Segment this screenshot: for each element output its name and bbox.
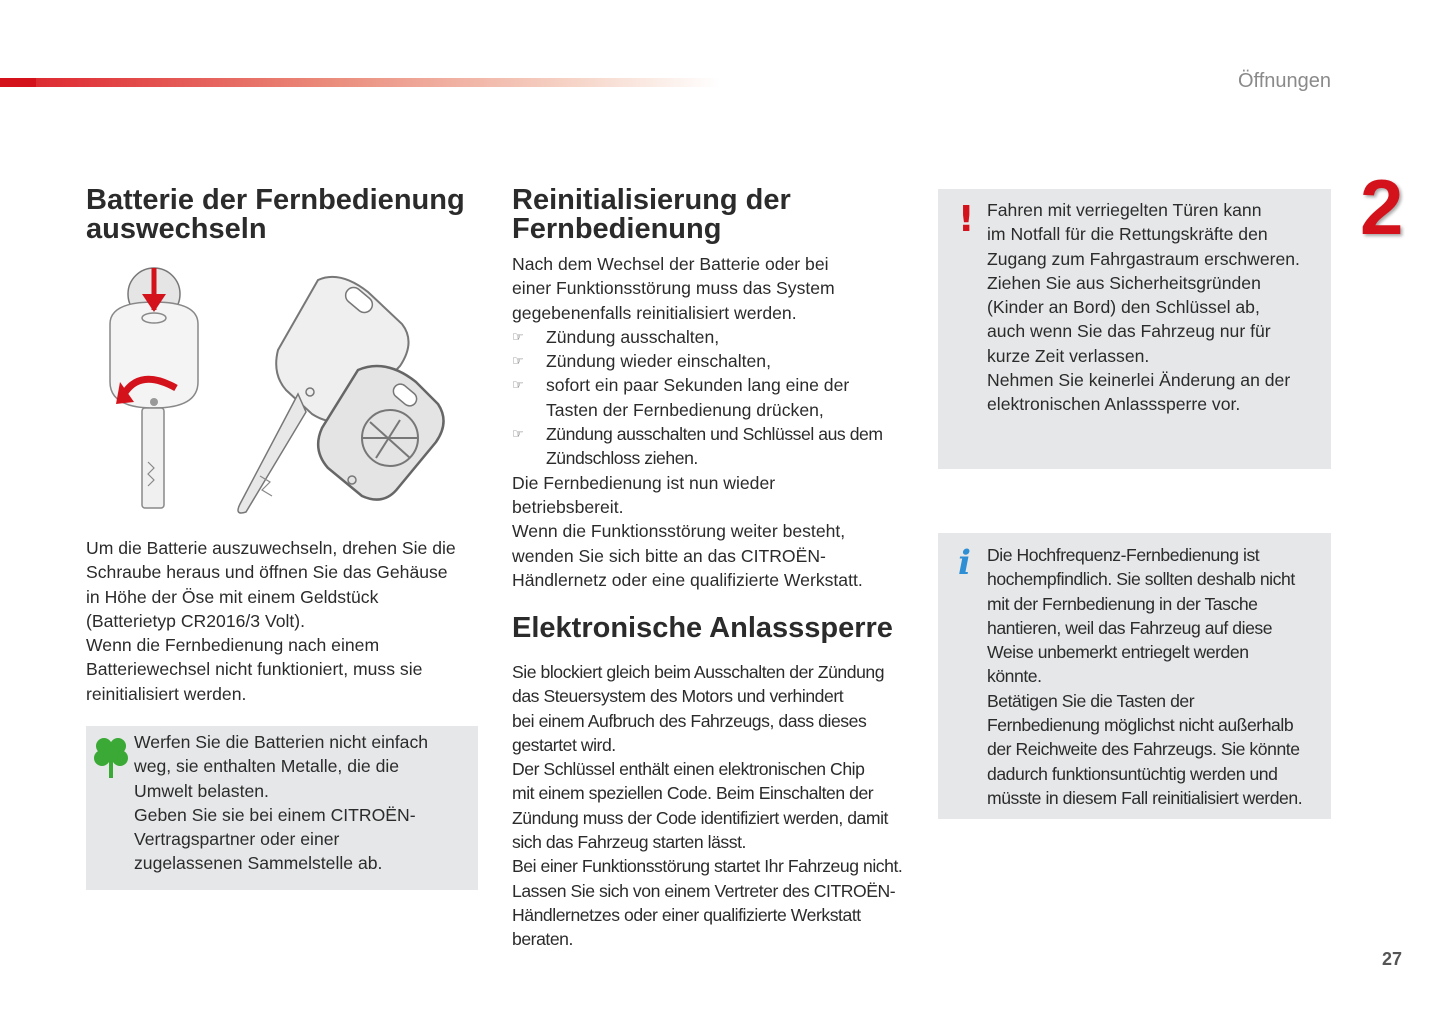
battery-body-line: reinitialisiert werden. (86, 683, 247, 704)
pointing-hand-icon: ☞ (512, 328, 524, 344)
chapter-number: 2 (1360, 163, 1404, 251)
reinit-intro-line: gegebenenfalls reinitialisiert werden. (512, 302, 797, 323)
battery-heading-line2: auswechseln (86, 213, 267, 245)
reinit-step-text: Tasten der Fernbedienung drücken, (546, 399, 824, 420)
warning-line: Zugang zum Fahrgastraum erschweren. (987, 248, 1300, 269)
immobiliser-line: gestartet wird. (512, 734, 616, 755)
info-line: Fernbedienung möglichst nicht außerhalb (987, 715, 1294, 736)
pointing-hand-icon: ☞ (512, 353, 524, 369)
info-line: Weise unbemerkt entriegelt werden (987, 642, 1249, 663)
info-line: der Reichweite des Fahrzeugs. Sie könnte (987, 739, 1300, 760)
warning-line: Fahren mit verriegelten Türen kann (987, 200, 1262, 220)
immobiliser-line: Lassen Sie sich von einem Vertreter des CITROËN- (512, 880, 896, 901)
warning-line: im Notfall für die Rettungskräfte den (987, 224, 1268, 245)
reinit-heading-line1: Reinitialisierung der (512, 184, 791, 216)
warning-text (987, 198, 1300, 417)
key-battery-illustration (100, 262, 460, 524)
immobiliser-line: Händlernetzes oder einer qualifizierte Werkstatt (512, 904, 861, 925)
warning-line: kurze Zeit verlassen. (987, 345, 1150, 366)
eco-note-line: zugelassenen Sammelstelle ab. (134, 853, 383, 874)
pointing-hand-icon: ☞ (512, 426, 524, 442)
warning-line: elektronischen Anlasssperre vor. (987, 394, 1241, 415)
reinit-step-text: sofort ein paar Sekunden lang eine der (546, 375, 850, 396)
reinit-step (512, 325, 912, 349)
immobiliser-line: sich das Fahrzeug starten lässt. (512, 832, 746, 853)
key-housing-icon (238, 277, 444, 513)
reinit-step-text: Zündschloss ziehen. (546, 448, 698, 469)
reinit-heading (512, 186, 791, 244)
immobiliser-line: Bei einer Funktionsstörung startet Ihr Fahrzeug nicht. (512, 856, 903, 877)
eco-note-text (134, 730, 428, 876)
reinit-intro-line: einer Funktionsstörung muss das System (512, 278, 835, 299)
battery-heading-line1: Batterie der Fernbedienung (86, 184, 465, 216)
eco-note-line: weg, sie enthalten Metalle, die die (134, 756, 400, 777)
reinit-steps (512, 325, 912, 471)
eco-note-line: Vertragspartner oder einer (134, 829, 340, 850)
info-line: könnte. (987, 666, 1042, 687)
warning-line: Ziehen Sie aus Sicherheitsgründen (987, 272, 1261, 293)
remote-key-open-icon (110, 268, 198, 508)
reinit-step (512, 373, 912, 422)
immobiliser-line: beraten. (512, 929, 573, 950)
info-line: hantieren, weil das Fahrzeug auf diese (987, 617, 1273, 638)
immobiliser-line: Zündung muss der Code identifiziert werden, damit (512, 807, 888, 828)
exclamation-icon: ! (958, 199, 975, 240)
battery-body-line: Wenn die Fernbedienung nach einem (86, 635, 380, 656)
warning-line: auch wenn Sie das Fahrzeug nur für (987, 321, 1271, 342)
reinit-step-text: Zündung wieder einschalten, (546, 351, 771, 372)
immobiliser-line: Sie blockiert gleich beim Ausschalten der Zündung (512, 662, 885, 682)
reinit-step-text: Zündung ausschalten und Schlüssel aus dem (546, 424, 883, 445)
info-icon: i (958, 543, 971, 583)
pointing-hand-icon: ☞ (512, 377, 524, 393)
info-box (938, 533, 1331, 819)
reinit-body (512, 252, 912, 592)
info-line: müsste in diesem Fall reinitialisiert werden. (987, 787, 1303, 808)
warning-box (938, 189, 1331, 469)
battery-body-line: Schraube heraus und öffnen Sie das Gehäuse (86, 562, 448, 583)
battery-body (86, 536, 486, 706)
immobiliser-line: Der Schlüssel enthält einen elektronischen Chip (512, 759, 865, 780)
reinit-step-text: Zündung ausschalten, (546, 326, 720, 347)
battery-heading (86, 186, 465, 244)
reinit-intro-line: Nach dem Wechsel der Batterie oder bei (512, 254, 829, 274)
immobiliser-line: das Steuersystem des Motors und verhindert (512, 686, 844, 707)
reinit-heading-line2: Fernbedienung (512, 213, 722, 245)
page-number: 27 (1382, 949, 1403, 969)
warning-line: (Kinder an Bord) den Schlüssel ab, (987, 297, 1260, 318)
info-line: hochempfindlich. Sie sollten deshalb nicht (987, 569, 1295, 590)
battery-body-line: Um die Batterie auszuwechseln, drehen Sie die (86, 538, 456, 558)
eco-note-box (86, 726, 478, 890)
immobiliser-body (512, 660, 932, 952)
header-accent-cap (0, 78, 36, 87)
eco-note-line: Werfen Sie die Batterien nicht einfach (134, 732, 429, 752)
info-text (987, 543, 1302, 810)
reinit-outro-line: betriebsbereit. (512, 496, 624, 517)
battery-body-line: (Batterietyp CR2016/3 Volt). (86, 610, 306, 631)
reinit-outro-line: Händlernetz oder eine qualifizierte Werkstatt. (512, 569, 863, 590)
reinit-outro-line: Wenn die Funktionsstörung weiter besteht, (512, 521, 846, 542)
battery-body-line: in Höhe der Öse mit einem Geldstück (86, 586, 379, 607)
immobiliser-line: bei einem Aufbruch des Fahrzeugs, dass dieses (512, 710, 867, 731)
reinit-outro-line: Die Fernbedienung ist nun wieder (512, 472, 776, 493)
info-line: Betätigen Sie die Tasten der (987, 690, 1195, 711)
immobiliser-heading: Elektronische Anlasssperre (512, 612, 893, 644)
header-accent-bar (0, 78, 720, 87)
info-line: dadurch funktionsuntüchtig werden und (987, 763, 1278, 784)
info-line: Die Hochfrequenz-Fernbedienung ist (987, 545, 1260, 565)
warning-line: Nehmen Sie keinerlei Änderung an der (987, 370, 1291, 391)
reinit-step (512, 349, 912, 373)
eco-note-line: Geben Sie sie bei einem CITROËN- (134, 804, 416, 825)
clover-icon (94, 734, 128, 780)
section-title: Öffnungen (1237, 70, 1331, 92)
info-line: mit der Fernbedienung in der Tasche (987, 593, 1258, 614)
reinit-outro-line: wenden Sie sich bitte an das CITROËN- (512, 545, 826, 566)
reinit-step (512, 422, 912, 471)
immobiliser-line: mit einem speziellen Code. Beim Einschalten der (512, 783, 874, 804)
eco-note-line: Umwelt belasten. (134, 780, 269, 801)
battery-body-line: Batteriewechsel nicht funktioniert, muss sie (86, 659, 423, 680)
